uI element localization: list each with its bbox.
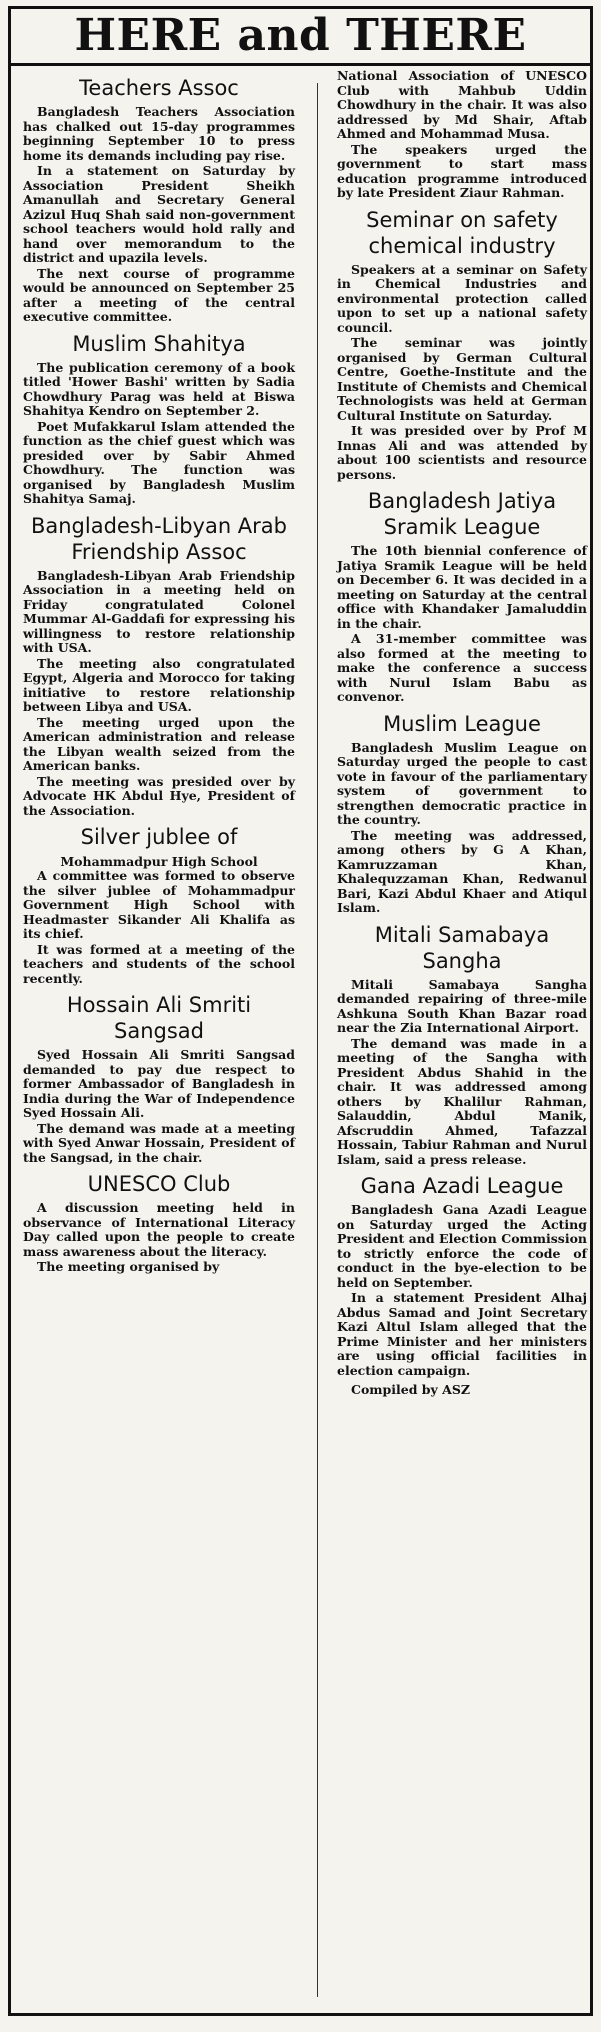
article-paragraph: Syed Hossain Ali Smriti Sangsad demanded to pay due respect to former Ambassador of Bangladesh in India during the War of Independence Syed Hossain Ali.: [23, 1047, 295, 1120]
article-muslim-shahitya: [23, 331, 295, 507]
article-bangladesh-jatiya-sramik-league: [337, 488, 587, 705]
article-paragraph: The meeting urged upon the American administration and release the Libyan wealth seized from the American banks.: [23, 714, 295, 773]
article-paragraph: The meeting was presided over by Advocate HK Abdul Hye, President of the Association.: [23, 773, 295, 818]
article-headline: Bangladesh Jatiya Sramik League: [367, 489, 557, 539]
columns-area: [11, 69, 590, 2013]
column-divider: [317, 83, 318, 1997]
article-paragraph: Poet Mufakkarul Islam attended the function as the chief guest which was presided over by Sabir Ahmed Chowdhury. The function was organised by Bangladesh Muslim Shahitya Samaj.: [23, 418, 295, 506]
article-headline: Gana Azadi League: [360, 1174, 564, 1198]
masthead-title: HERE and THERE: [11, 9, 590, 66]
article-paragraph: A discussion meeting held in observance of International Literacy Day called upon the people to create mass awareness about the literacy.: [23, 1200, 295, 1259]
article-paragraph: A committee was formed to observe the silver jublee of Mohammadpur Government High School with Headmaster Sikander Ali Khalifa as its chief.: [23, 868, 295, 941]
article-continuation: [337, 69, 587, 201]
article-paragraph: It was formed at a meeting of the teachers and students of the school recently.: [23, 941, 295, 986]
article-paragraph: The meeting was addressed, among others by G A Khan, Kamruzzaman Khan, Khalequzzaman Khan, Redwanul Bari, Kazi Abdul Khaer and Atiqul Islam.: [337, 827, 587, 915]
newspaper-clipping: [8, 6, 593, 2016]
article-headline: UNESCO Club: [87, 1172, 231, 1196]
article-paragraph: Bangladesh Teachers Association has chalked out 15-day programmes beginning September 10 to press home its demands including pay rise.: [23, 104, 295, 163]
article-paragraph: The demand was made in a meeting of the Sangha with President Abdus Shahid in the chair. It was addressed among others by Khalilur Rahman, Salauddin, Abdul Manik, Afscruddin Ahmed, Tafazzal Hossain, Tabiur Rahman and Nurul Islam, said a press release.: [337, 1035, 587, 1167]
article-paragraph: Speakers at a seminar on Safety in Chemical Industries and environmental protection called upon to set up a national safety council.: [337, 261, 587, 335]
article-paragraph: The 10th biennial conference of Jatiya Sramik League will be held on December 6. It was decided in a meeting on Saturday at the central office with Khandaker Jamaluddin in the chair.: [337, 543, 587, 631]
article-paragraph: A 31-member committee was also formed at the meeting to make the conference a success with Nurul Islam Babu as convenor.: [337, 631, 587, 704]
article-gana-azadi-league: [337, 1173, 587, 1378]
article-headline: Muslim Shahitya: [72, 331, 246, 356]
article-paragraph: The publication ceremony of a book titled 'Hower Bashi' written by Sadia Chowdhury Parag was held at Biswa Shahitya Kendro on September 2.: [23, 359, 295, 418]
article-paragraph: In a statement on Saturday by Association President Sheikh Amanullah and Secretary General Azizul Huq Shah said non-government school teachers would hold rally and hand over memorandum to the district and upazila levels.: [23, 163, 295, 265]
article-paragraph: National Association of UNESCO Club with Mahbub Uddin Chowdhury in the chair. It was also addressed by Md Shair, Aftab Ahmed and Mohammad Musa.: [337, 69, 587, 141]
article-paragraph: The meeting also congratulated Egypt, Algeria and Morocco for taking initiative to restore relationship between Libya and USA.: [23, 655, 295, 714]
article-hossain-ali-smriti-sangsad: [23, 992, 295, 1165]
article-subheadline: Mohammadpur High School: [60, 854, 258, 869]
article-headline: Teachers Assoc: [79, 76, 239, 100]
article-paragraph: It was presided over by Prof M Innas Ali and was attended by about 100 scientists and resource persons.: [337, 423, 587, 482]
article-unesco-club: [23, 1171, 295, 1275]
article-bangladesh-libyan-arab-friendship-assoc: [23, 513, 295, 819]
article-silver-jublee-of: [23, 824, 295, 986]
article-mitali-samabaya-sangha: [337, 922, 587, 1168]
right-column: [333, 69, 591, 2013]
article-paragraph: The seminar was jointly organised by German Cultural Centre, Goethe-Institute and the Institute of Chemists and Chemical Technologists was held at German Cultural Institute on Saturday.: [337, 335, 587, 423]
article-headline: Silver jublee of: [80, 825, 238, 849]
article-headline: Hossain Ali Smriti Sangsad: [66, 993, 252, 1043]
article-paragraph: The speakers urged the government to start mass education programme introduced by late President Ziaur Rahman.: [337, 141, 587, 200]
compiler-credit: Compiled by ASZ: [351, 1382, 471, 1397]
article-seminar-on-safety-chemical-industry: [337, 207, 587, 483]
article-headline: Seminar on safety chemical industry: [366, 207, 558, 258]
article-paragraph: The demand was made at a meeting with Syed Anwar Hossain, President of the Sangsad, in the chair.: [23, 1120, 295, 1165]
article-paragraph: Bangladesh-Libyan Arab Friendship Association in a meeting held on Friday congratulated Colonel Mummar Al-Gaddafi for expressing his willingness to restore relationship with USA.: [23, 567, 295, 655]
article-paragraph: The next course of programme would be announced on September 25 after a meeting of the central executive committee.: [23, 265, 295, 324]
article-paragraph: Mitali Samabaya Sangha demanded repairing of three-mile Ashkuna South Khan Bazar road near the Zia International Airport.: [337, 976, 587, 1035]
article-muslim-league: [337, 711, 587, 916]
article-paragraph: Bangladesh Gana Azadi League on Saturday urged the Acting President and Election Commission to strictly enforce the code of conduct in the bye-election to be held on September.: [337, 1202, 587, 1290]
article-paragraph: The meeting organised by: [37, 1259, 220, 1274]
article-teachers-assoc: [23, 75, 295, 325]
article-headline: Bangladesh-Libyan Arab Friendship Assoc: [30, 513, 288, 564]
article-headline: Muslim League: [383, 711, 541, 736]
left-column: [19, 69, 299, 2013]
article-paragraph: Bangladesh Muslim League on Saturday urged the people to cast vote in favour of the parliamentary system of government to strengthen democratic practice in the country.: [337, 739, 587, 827]
article-headline: Mitali Samabaya Sangha: [374, 922, 550, 973]
article-paragraph: In a statement President Alhaj Abdus Samad and Joint Secretary Kazi Altul Islam alleged that the Prime Minister and her ministers are using official facilities in election campaign.: [337, 1290, 587, 1378]
